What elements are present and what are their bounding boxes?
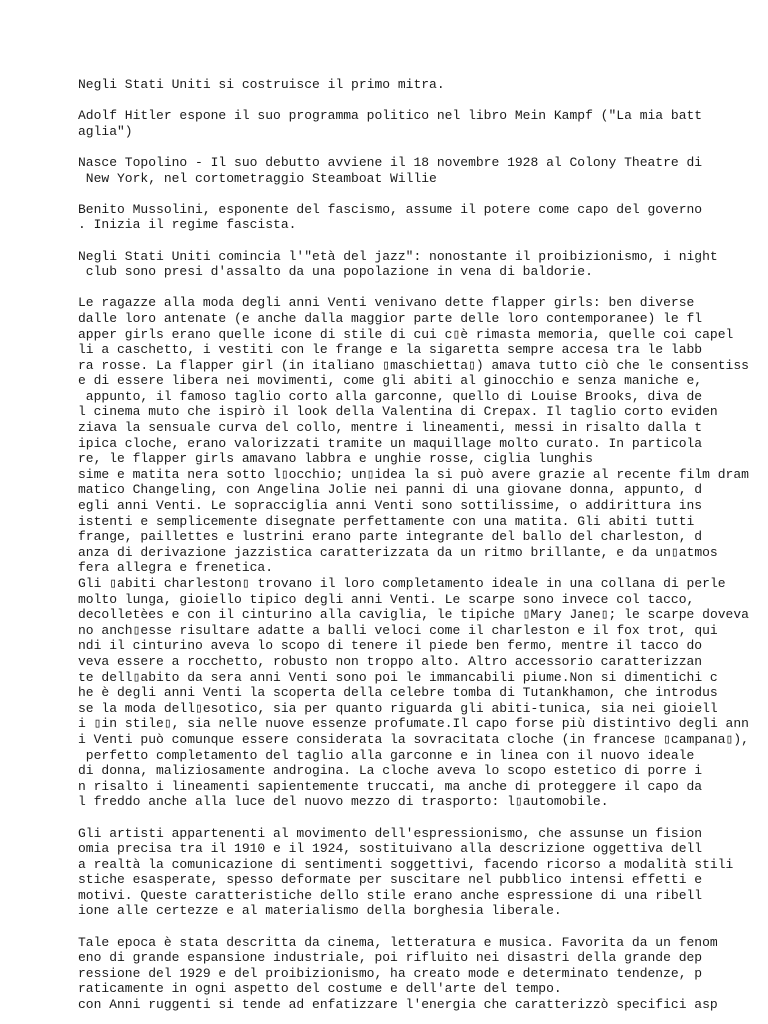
text-line: con Anni ruggenti si tende ad enfatizzare l'energia che caratterizzò specifici asp [78, 997, 718, 1013]
text-line: se la moda dell▯esotico, sia per quanto riguarda gli abiti-tunica, sia nei gioiell [78, 700, 718, 716]
text-line: eno di grande espansione industriale, poi rifluito nei disastri della grande dep [78, 950, 703, 966]
text-line: raticamente in ogni aspetto del costume e dell'arte del tempo. [78, 981, 562, 997]
text-line: egli anni Venti. Le sopracciglia anni Venti sono sottilissime, o addirittura ins [78, 498, 703, 514]
text-line: aglia") [78, 123, 133, 139]
text-line: Adolf Hitler espone il suo programma politico nel libro Mein Kampf ("La mia batt [78, 108, 703, 124]
text-line: ione alle certezze e al materialismo della borghesia liberale. [78, 903, 562, 919]
text-line: Nasce Topolino - Il suo debutto avviene il 18 novembre 1928 al Colony Theatre di [78, 154, 703, 170]
text-line: fera allegra e frenetica. [78, 560, 274, 576]
text-line: . Inizia il regime fascista. [78, 217, 297, 233]
text-line: omia precisa tra il 1910 e il 1924, sostituivano alla descrizione oggettiva dell [78, 841, 703, 857]
text-line: ipica cloche, erano valorizzati tramite un maquillage molto curato. In particola [78, 435, 703, 451]
text-line: stiche esasperate, spesso deformate per suscitare nel pubblico intensi effetti e [78, 872, 703, 888]
text-line: Benito Mussolini, esponente del fascismo, assume il potere come capo del governo [78, 201, 703, 217]
text-line: frange, paillettes e lustrini erano parte integrante del ballo del charleston, d [78, 529, 703, 545]
text-line: n risalto i lineamenti sapientemente truccati, ma anche di proteggere il capo da [78, 778, 703, 794]
paragraph [78, 576, 758, 810]
text-line: Negli Stati Uniti si costruisce il primo mitra. [78, 77, 445, 92]
text-line: New York, nel cortometraggio Steamboat Willie [78, 170, 437, 186]
text-line: li a caschetto, i vestiti con le frange e la sigaretta sempre accesa tra le labb [78, 342, 703, 358]
paragraph [78, 826, 758, 920]
text-line: l freddo anche alla luce del nuovo mezzo di trasporto: l▯automobile. [78, 794, 609, 810]
text-line: molto lunga, gioiello tipico degli anni Venti. Le scarpe sono invece col tacco, [78, 591, 695, 607]
text-line: istenti e semplicemente disegnate perfettamente con una matita. Gli abiti tutti [78, 513, 695, 529]
text-line: te dell▯abito da sera anni Venti sono poi le immancabili piume.Non si dimentichi c [78, 669, 718, 685]
text-line: ra rosse. La flapper girl (in italiano ▯maschietta▯) amava tutto ciò che le consentiss [78, 357, 749, 373]
text-line: he è degli anni Venti la scoperta della celebre tomba di Tutankhamon, che introdus [78, 685, 718, 701]
text-line: re, le flapper girls amavano labbra e unghie rosse, ciglia lunghis [78, 451, 593, 467]
text-line: di donna, maliziosamente androgina. La cloche aveva lo scopo estetico di porre i [78, 763, 703, 779]
text-line: club sono presi d'assalto da una popolazione in vena di baldorie. [78, 264, 593, 280]
text-line: veva essere a rocchetto, robusto non troppo alto. Altro accessorio caratterizzan [78, 653, 703, 669]
text-line: apper girls erano quelle icone di stile di cui c▯è rimasta memoria, quelle coi capel [78, 326, 734, 342]
paragraph [78, 155, 758, 186]
text-line: ziava la sensuale curva del collo, mentre i lineamenti, messi in risalto dalla t [78, 420, 703, 436]
text-line: matico Changeling, con Angelina Jolie nei panni di una giovane donna, appunto, d [78, 482, 703, 498]
text-line: ndi il cinturino aveva lo scopo di tenere il piede ben fermo, mentre il tacco do [78, 638, 703, 654]
text-line: no anch▯esse risultare adatte a balli veloci come il charleston e il fox trot, qui [78, 622, 718, 638]
paragraph [78, 935, 758, 1013]
text-line: a realtà la comunicazione di sentimenti soggettivi, facendo ricorso a modalità stili [78, 856, 734, 872]
paragraph [78, 295, 758, 576]
text-line: appunto, il famoso taglio corto alla garconne, quello di Louise Brooks, diva de [78, 388, 703, 404]
text-line: anza di derivazione jazzistica caratterizzata da un ritmo brillante, e da un▯atmos [78, 544, 718, 560]
text-line: Tale epoca è stata descritta da cinema, letteratura e musica. Favorita da un fenom [78, 934, 718, 950]
text-line: sime e matita nera sotto l▯occhio; un▯idea la si può avere grazie al recente film dram [78, 466, 749, 482]
paragraph [78, 202, 758, 233]
text-line: ressione del 1929 e del proibizionismo, ha creato mode e determinato tendenze, p [78, 965, 703, 981]
text-line: motivi. Queste caratteristiche dello stile erano anche espressione di una ribell [78, 887, 703, 903]
text-line: decolletèes e con il cinturino alla caviglia, le tipiche ▯Mary Jane▯; le scarpe doveva [78, 607, 749, 623]
text-line: Negli Stati Uniti comincia l'"età del jazz": nonostante il proibizionismo, i night [78, 248, 718, 264]
document-body [78, 77, 758, 1013]
paragraph [78, 249, 758, 280]
text-line: Le ragazze alla moda degli anni Venti venivano dette flapper girls: ben diverse [78, 295, 695, 311]
text-line: i ▯in stile▯, sia nelle nuove essenze profumate.Il capo forse più distintivo degli ann [78, 716, 749, 732]
text-line: perfetto completamento del taglio alla garconne e in linea con il nuovo ideale [78, 747, 695, 763]
paragraph [78, 77, 758, 93]
text-line: i Venti può comunque essere considerata la sovracitata cloche (in francese ▯campana▯), [78, 731, 749, 747]
text-line: dalle loro antenate (e anche dalla maggior parte delle loro contemporanee) le fl [78, 310, 703, 326]
text-line: l cinema muto che ispirò il look della Valentina di Crepax. Il taglio corto eviden [78, 404, 718, 420]
text-line: Gli ▯abiti charleston▯ trovano il loro completamento ideale in una collana di perle [78, 576, 726, 591]
text-line: Gli artisti appartenenti al movimento dell'espressionismo, che assunse un fision [78, 825, 703, 841]
text-line: e di essere libera nei movimenti, come gli abiti al ginocchio e senza maniche e, [78, 373, 703, 389]
paragraph [78, 108, 758, 139]
